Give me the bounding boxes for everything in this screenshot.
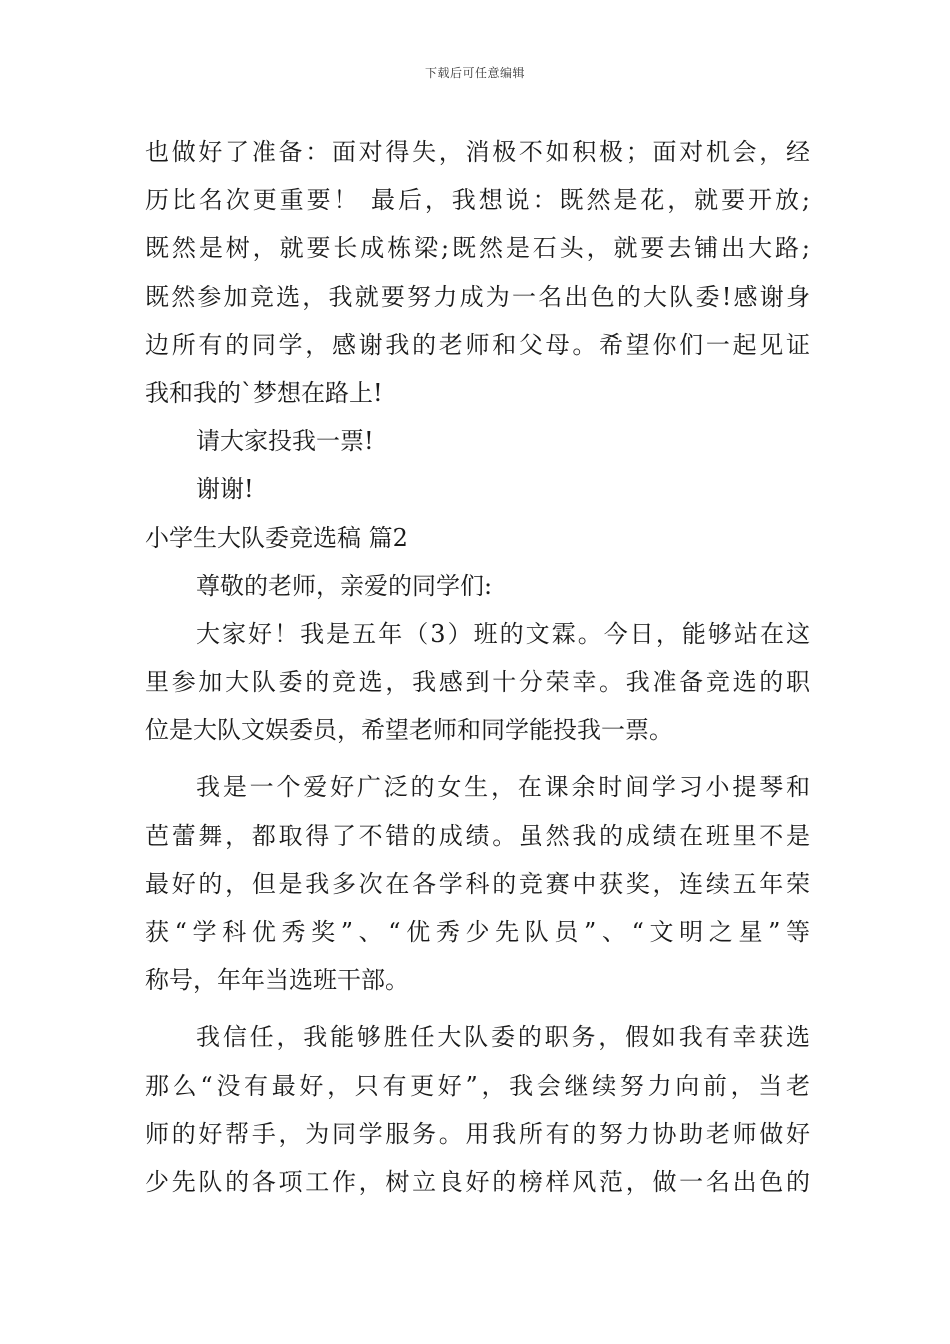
text-line: 少先队的各项工作，树立良好的榜样风范，做一名出色的 xyxy=(145,1167,810,1196)
text-line: 既然是树，就要长成栋梁;既然是石头，就要去铺出大路; xyxy=(145,234,810,263)
salutation: 尊敬的老师，亲爱的同学们: xyxy=(196,571,493,600)
text-line: 那么“没有最好，只有更好”，我会继续努力向前，当老 xyxy=(145,1071,810,1100)
section-heading: 小学生大队委竞选稿 篇2 xyxy=(145,523,408,552)
page-header: 下载后可任意编辑 xyxy=(424,66,525,80)
paragraph-gap xyxy=(145,754,810,763)
text-line: 既然参加竞选，我就要努力成为一名出色的大队委!感谢身 xyxy=(145,282,810,311)
text-line: 我和我的`梦想在路上! xyxy=(145,378,383,407)
text-line: 也做好了准备：面对得失，消极不如积极；面对机会，经 xyxy=(145,138,810,166)
text-line: 边所有的同学，感谢我的老师和父母。希望你们一起见证 xyxy=(145,330,810,359)
text-line: 获“学科优秀奖”、“优秀少先队员”、“文明之星”等 xyxy=(145,918,810,946)
text-line: 历比名次更重要！ 最后，我想说：既然是花，就要开放; xyxy=(145,186,810,215)
text-line: 我信任，我能够胜任大队委的职务，假如我有幸获选 xyxy=(196,1023,810,1052)
document-body xyxy=(145,128,810,1206)
text-line: 称号，年年当选班干部。 xyxy=(145,966,409,995)
text-line: 谢谢! xyxy=(196,475,254,504)
text-line: 里参加大队委的竞选，我感到十分荣幸。我准备竞选的职 xyxy=(145,668,810,697)
text-line: 最好的，但是我多次在各学科的竞赛中获奖，连续五年荣 xyxy=(145,869,810,898)
text-line: 芭蕾舞，都取得了不错的成绩。虽然我的成绩在班里不是 xyxy=(145,821,810,850)
text-line: 请大家投我一票! xyxy=(196,427,374,456)
text-line: 师的好帮手，为同学服务。用我所有的努力协助老师做好 xyxy=(145,1119,810,1148)
text-line: 大家好！我是五年（3）班的文霖。今日，能够站在这 xyxy=(196,619,810,648)
text-line: 位是大队文娱委员，希望老师和同学能投我一票。 xyxy=(145,716,673,745)
text-line: 我是一个爱好广泛的女生，在课余时间学习小提琴和 xyxy=(196,773,810,802)
paragraph-gap xyxy=(145,1004,810,1013)
